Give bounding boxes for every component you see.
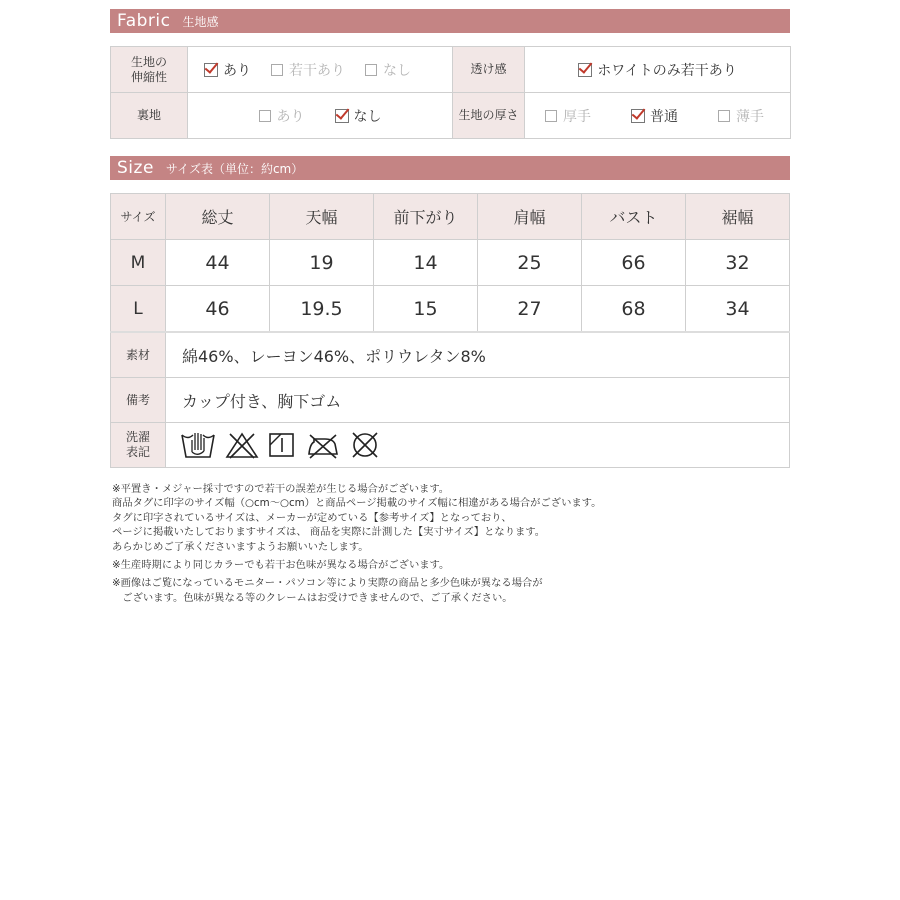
material-value: 綿46%、レーヨン46%、ポリウレタン8% xyxy=(166,332,790,378)
table-row xyxy=(111,286,790,332)
table-cell: 25 xyxy=(478,240,582,286)
line-dry-shade-icon xyxy=(268,431,296,459)
table-cell: 46 xyxy=(166,286,270,332)
fabric-subtitle: 生地感 xyxy=(182,14,219,29)
size-table xyxy=(110,193,790,332)
size-col-header: 天幅 xyxy=(270,194,374,240)
lining-options xyxy=(188,93,453,139)
table-cell: 32 xyxy=(686,240,790,286)
wash-row xyxy=(111,423,790,468)
lining-option-no: なし xyxy=(335,106,382,126)
table-cell: 15 xyxy=(374,286,478,332)
thickness-option-thin: 薄手 xyxy=(718,106,764,126)
lining-label: 裏地 xyxy=(111,93,188,139)
material-row xyxy=(111,332,790,378)
wash-label: 洗濯 表記 xyxy=(111,423,166,468)
size-col-header: サイズ xyxy=(111,194,166,240)
no-dry-clean-icon xyxy=(350,430,380,460)
size-col-header: 肩幅 xyxy=(478,194,582,240)
stretch-option-yes: あり xyxy=(204,60,251,80)
fabric-row-2 xyxy=(111,93,791,139)
lining-option-yes: あり xyxy=(259,106,305,126)
table-cell: 19 xyxy=(270,240,374,286)
fabric-title: Fabric xyxy=(117,11,171,31)
checked-icon xyxy=(631,109,645,123)
sheer-label: 透け感 xyxy=(453,47,525,93)
size-col-header: 前下がり xyxy=(374,194,478,240)
unchecked-icon xyxy=(271,64,283,76)
thickness-option-normal: 普通 xyxy=(631,106,678,126)
notes-value: カップ付き、胸下ゴム xyxy=(166,378,790,423)
disclaimer-line: タグに印字されているサイズは、メーカーが定めている【参考サイズ】となっており、 xyxy=(112,511,512,524)
table-row xyxy=(111,240,790,286)
disclaimer-line: ございます。色味が異なる等のクレームはお受けできませんので、ご了承ください。 xyxy=(112,591,513,604)
notes-label: 備考 xyxy=(111,378,166,423)
thickness-option-thick: 厚手 xyxy=(545,106,591,126)
notes-row xyxy=(111,378,790,423)
size-subtitle: サイズ表（単位：約cm） xyxy=(165,161,304,176)
disclaimer-line: ※画像はご覧になっているモニター・パソコン等により実際の商品と多少色味が異なる場合が xyxy=(112,577,543,590)
unchecked-icon xyxy=(718,110,730,122)
unchecked-icon xyxy=(545,110,557,122)
disclaimer-line: ページに掲載いたしておりますサイズは、 商品を実際に計測した【実寸サイズ】となります。 xyxy=(112,526,546,539)
stretch-option-slight: 若干あり xyxy=(271,60,345,80)
table-cell: 66 xyxy=(582,240,686,286)
size-col-header: 総丈 xyxy=(166,194,270,240)
fabric-row-1 xyxy=(111,47,791,93)
disclaimer-notes xyxy=(112,482,601,605)
size-header-row xyxy=(111,194,790,240)
table-cell: 44 xyxy=(166,240,270,286)
table-cell: 68 xyxy=(582,286,686,332)
disclaimer-line: あらかじめご了承くださいますようお願いいたします。 xyxy=(112,540,369,553)
size-header xyxy=(110,156,790,180)
hand-wash-icon xyxy=(180,430,216,460)
unchecked-icon xyxy=(365,64,377,76)
unchecked-icon xyxy=(259,110,271,122)
wash-icons xyxy=(166,423,790,468)
disclaimer-line: ※平置き・メジャー採寸ですので若干の誤差が生じる場合がございます。 xyxy=(112,483,450,495)
sheer-options xyxy=(525,47,791,93)
table-cell: 27 xyxy=(478,286,582,332)
table-cell: 19.5 xyxy=(270,286,374,332)
size-col-header: 裾幅 xyxy=(686,194,790,240)
checked-icon xyxy=(335,109,349,123)
size-row-label: M xyxy=(111,240,166,286)
sheer-option-white: ホワイトのみ若干あり xyxy=(578,60,737,80)
thickness-label: 生地の厚さ xyxy=(453,93,525,139)
info-table xyxy=(110,331,790,468)
disclaimer-line: ※生産時期により同じカラーでも若干お色味が異なる場合がございます。 xyxy=(112,559,450,572)
size-col-header: バスト xyxy=(582,194,686,240)
stretch-option-no: なし xyxy=(365,60,411,80)
material-label: 素材 xyxy=(111,332,166,378)
stretch-options xyxy=(188,47,453,93)
table-cell: 34 xyxy=(686,286,790,332)
no-bleach-icon xyxy=(225,430,259,460)
stretch-label: 生地の 伸縮性 xyxy=(111,47,188,93)
fabric-table xyxy=(110,46,791,139)
fabric-header xyxy=(110,9,790,33)
checked-icon xyxy=(204,63,218,77)
thickness-options xyxy=(525,93,791,139)
size-title: Size xyxy=(117,158,154,178)
no-iron-icon xyxy=(305,430,341,460)
checked-icon xyxy=(578,63,592,77)
table-cell: 14 xyxy=(374,240,478,286)
size-row-label: L xyxy=(111,286,166,332)
disclaimer-line: 商品タグに印字のサイズ幅（○cm〜○cm）と商品ページ掲載のサイズ幅に相違がある場合がございます。 xyxy=(112,497,602,510)
